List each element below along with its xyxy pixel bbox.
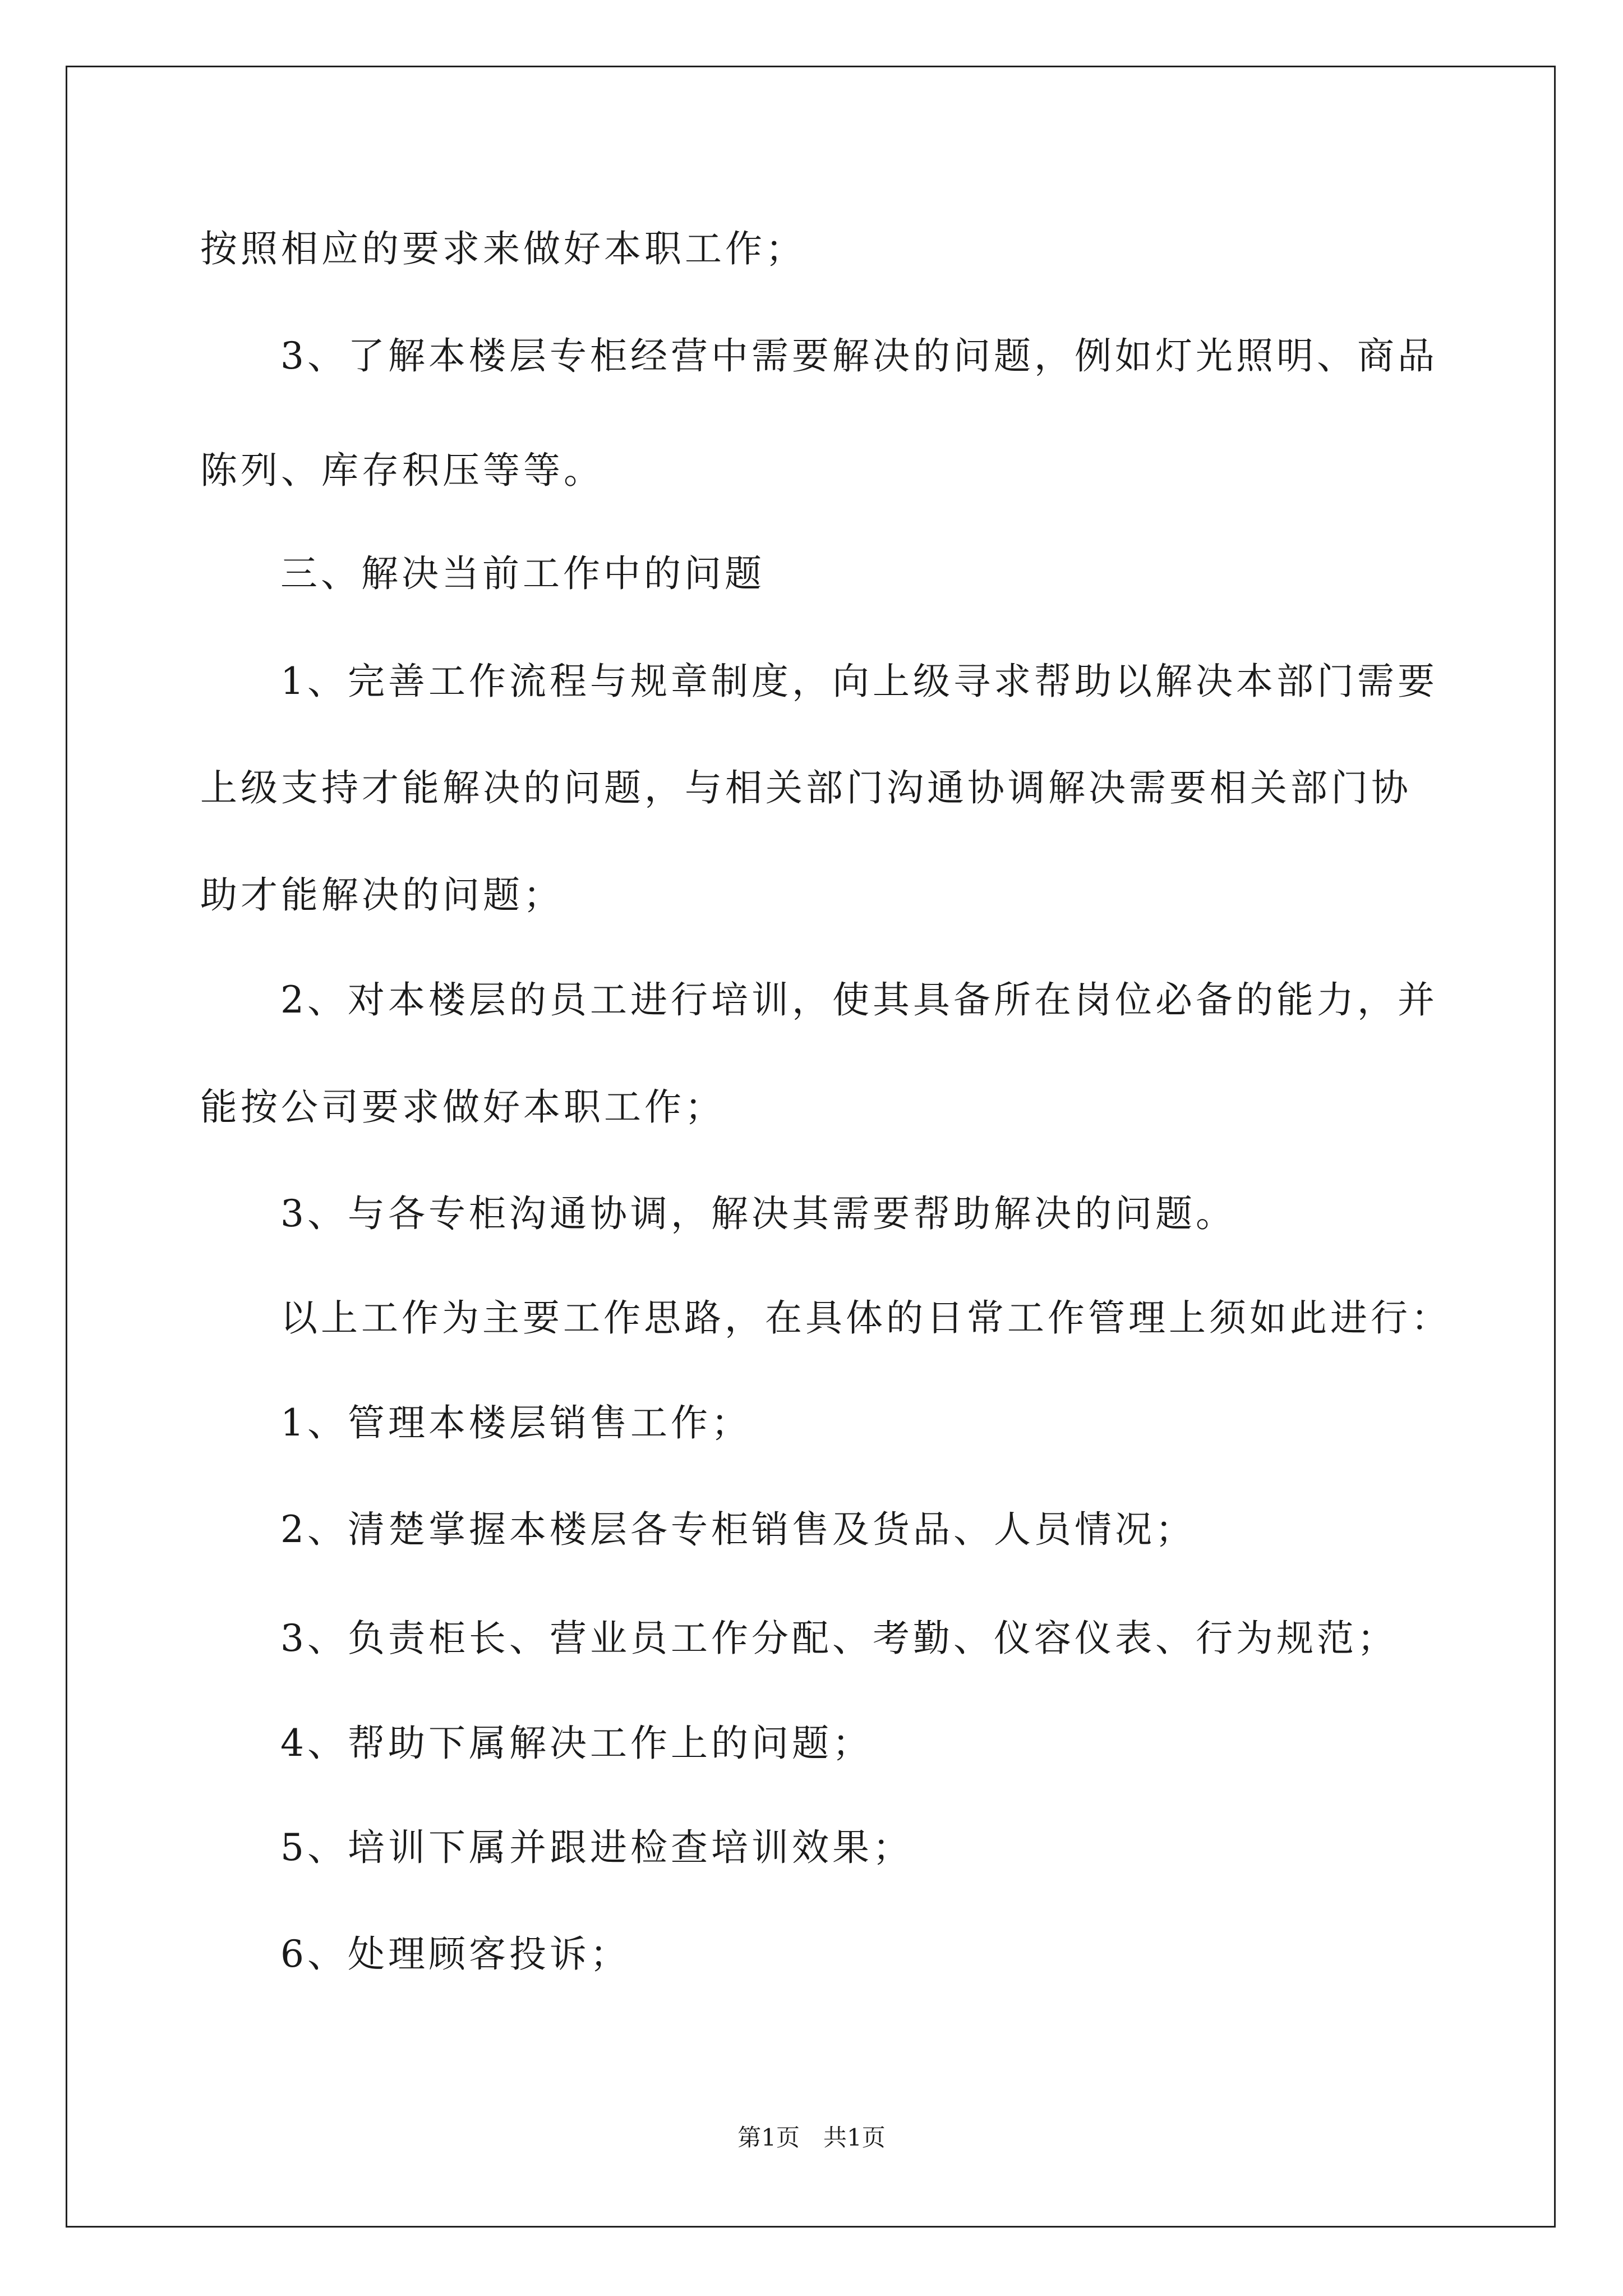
text-line: 助才能解决的问题；: [200, 873, 564, 917]
text-line: 2、清楚掌握本楼层各专柜销售及货品、人员情况；: [280, 1508, 1196, 1551]
text-line: 3、了解本楼层专柜经营中需要解决的问题，例如灯光照明、商品: [280, 334, 1438, 378]
text-line: 5、培训下属并跟进检查培训效果；: [280, 1826, 913, 1869]
text-line: 上级支持才能解决的问题，与相关部门沟通协调解决需要相关部门协: [200, 766, 1412, 809]
text-line: 1、完善工作流程与规章制度，向上级寻求帮助以解决本部门需要: [280, 660, 1438, 703]
text-line: 4、帮助下属解决工作上的问题；: [280, 1722, 873, 1765]
text-line: 能按公司要求做好本职工作；: [200, 1085, 725, 1129]
section-heading: 三、解决当前工作中的问题: [280, 552, 765, 595]
page-border: [66, 66, 1556, 2228]
text-line: 6、处理顾客投诉；: [280, 1932, 630, 1976]
text-line: 以上工作为主要工作思路，在具体的日常工作管理上须如此进行：: [280, 1296, 1451, 1340]
text-line: 3、与各专柜沟通协调，解决其需要帮助解决的问题。: [280, 1192, 1236, 1235]
page-number: 第1页 共1页: [737, 2124, 886, 2151]
text-line: 2、对本楼层的员工进行培训，使其具备所在岗位必备的能力，并: [280, 978, 1438, 1022]
text-line: 3、负责柜长、营业员工作分配、考勤、仪容仪表、行为规范；: [280, 1617, 1398, 1660]
text-line: 陈列、库存积压等等。: [200, 449, 604, 492]
text-line: 按照相应的要求来做好本职工作；: [200, 227, 806, 270]
text-line: 1、管理本楼层销售工作；: [280, 1401, 751, 1444]
